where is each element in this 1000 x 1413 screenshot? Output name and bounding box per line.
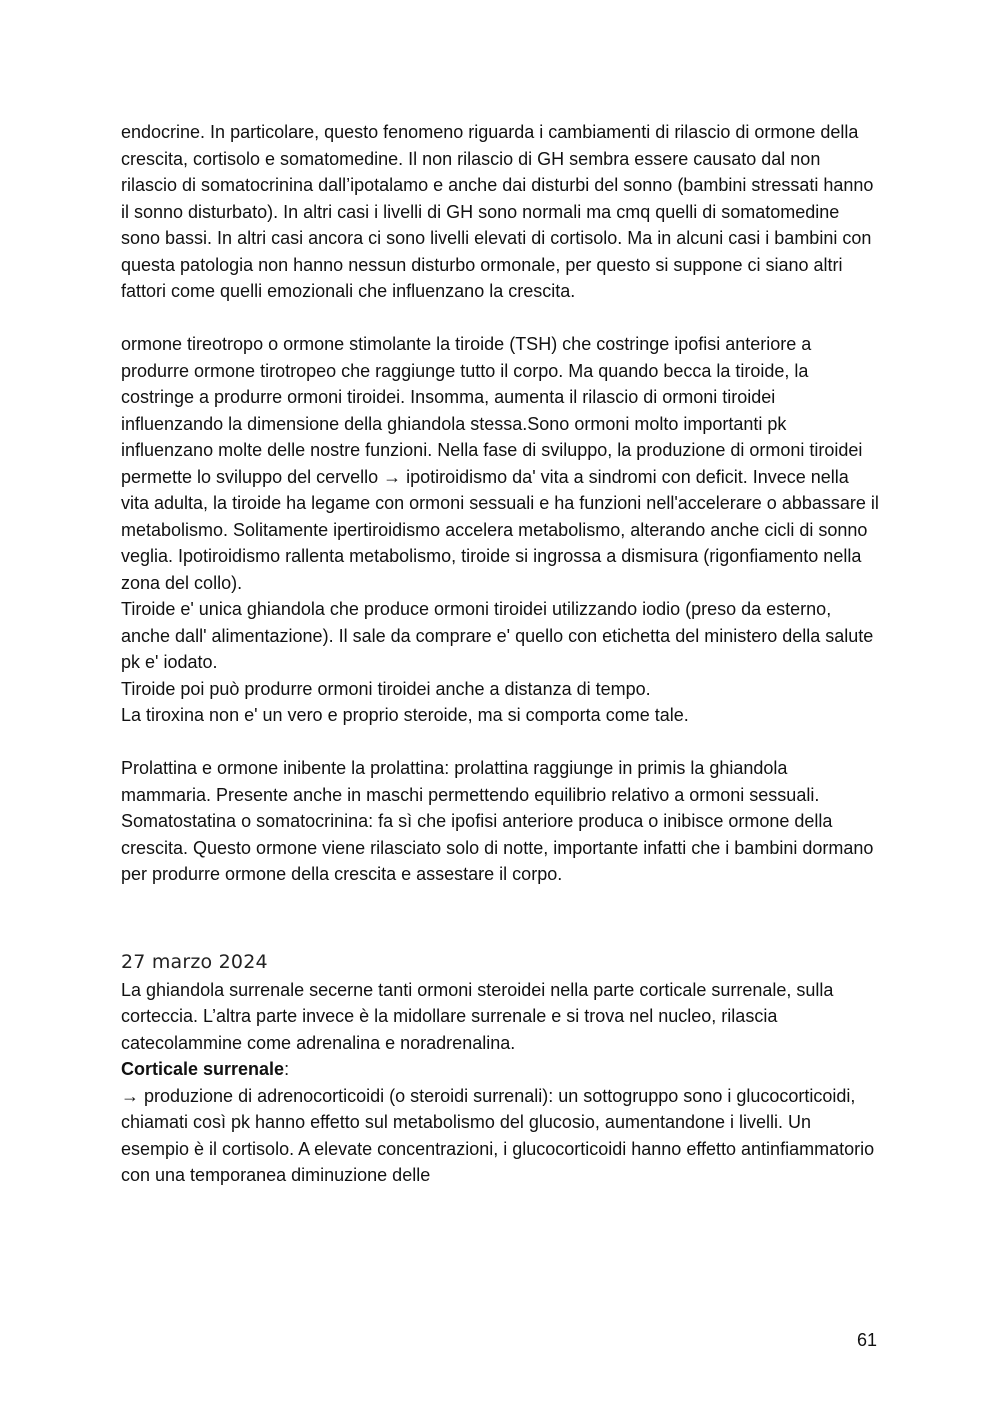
paragraph-adrenocorticoids: → produzione di adrenocorticoidi (o steroidi surrenali): un sottogruppo sono i glucocorticoidi, chiamati così pk hanno effetto sul metabolismo del glucosio, aumentandone i livelli. Un esempio è il cortisolo. A elevate concentrazioni, i glucocorticoidi hanno effetto antinfiammatorio con una temporanea diminuzione delle [121, 1085, 875, 1185]
paragraph-thyroid-delay: Tiroide poi può produrre ormoni tiroidei anche a distanza di tempo. [121, 678, 651, 699]
paragraph-thyroxine: La tiroxina non e' un vero e proprio steroide, ma si comporta come tale. [121, 705, 689, 725]
paragraph-prolactin: Prolattina e ormone inibente la prolattina: prolattina raggiunge in primis la ghiandola mammaria. Presente anche in maschi permettendo equilibrio relativo a ormoni sessuali. [121, 758, 820, 805]
document-page [121, 119, 881, 1189]
paragraph-gap [121, 305, 881, 332]
paragraph-gap [121, 729, 881, 756]
page-number: 61 [856, 1330, 877, 1350]
section-gap [121, 888, 881, 941]
paragraph-adrenal-gland: La ghiandola surrenale secerne tanti ormoni steroidei nella parte corticale surrenale, sulla corteccia. L’altra parte invece è la midollare surrenale e si trova nel nucleo, rilascia catecolammine come adrenalina e noradrenalina. [121, 979, 834, 1053]
date-heading: 27 marzo 2024 [121, 950, 268, 973]
subheading-bold-text: Corticale surrenale [121, 1059, 285, 1079]
subheading-corticale-surrenale [121, 1056, 881, 1083]
paragraph-growth-disorder: endocrine. In particolare, questo fenomeno riguarda i cambiamenti di rilascio di ormone della crescita, cortisolo e somatomedine. Il non rilascio di GH sembra essere causato dal non rilascio di somatocrinina dall’ipotalamo e anche dai disturbi del sonno (bambini stressati hanno il sonno disturbato). In altri casi i livelli di GH sono normali ma cmq quelli di somatomedine sono bassi. In altri casi ancora ci sono livelli elevati di cortisolo. Ma in alcuni casi i bambini con questa patologia non hanno nessun disturbo ormonale, per questo si suppone ci siano altri fattori come quelli emozionali che influenzano la crescita. [121, 122, 874, 301]
subheading-suffix: : [284, 1059, 290, 1079]
paragraph-somatostatin: Somatostatina o somatocrinina: fa sì che ipofisi anteriore produca o inibisce ormone della crescita. Questo ormone viene rilasciato solo di notte, importante infatti che i bambini dormano per produrre ormone della crescita e assestare il corpo. [121, 811, 874, 884]
paragraph-tsh: ormone tireotropo o ormone stimolante la tiroide (TSH) che costringe ipofisi anteriore a produrre ormone tirotropeo che raggiunge tutto il corpo. Ma quando becca la tiroide, la costringe a produrre ormoni tiroidei. Insomma, aumenta il rilascio di ormoni tiroidei influenzando la dimensione della ghiandola stessa.Sono ormoni molto importanti pk influenzano molte delle nostre funzioni. Nella fase di sviluppo, la produzione di ormoni tiroidei permette lo sviluppo del cervello → ipotiroidismo da' vita a sindromi con deficit. Invece nella vita adulta, la tiroide ha legame con ormoni sessuali e ha funzioni nell'accelerare o abbassare il metabolismo. Solitamente ipertiroidismo accelera metabolismo, alterando anche cicli di sonno veglia. Ipotiroidismo rallenta metabolismo, tiroide si ingrossa a dismisura (rigonfiamento nella zona del collo). [121, 334, 879, 593]
paragraph-thyroid-iodine: Tiroide e' unica ghiandola che produce ormoni tiroidei utilizzando iodio (preso da esterno, anche dall' alimentazione). Il sale da comprare e' quello con etichetta del ministero della salute pk e' iodato. [121, 599, 874, 672]
